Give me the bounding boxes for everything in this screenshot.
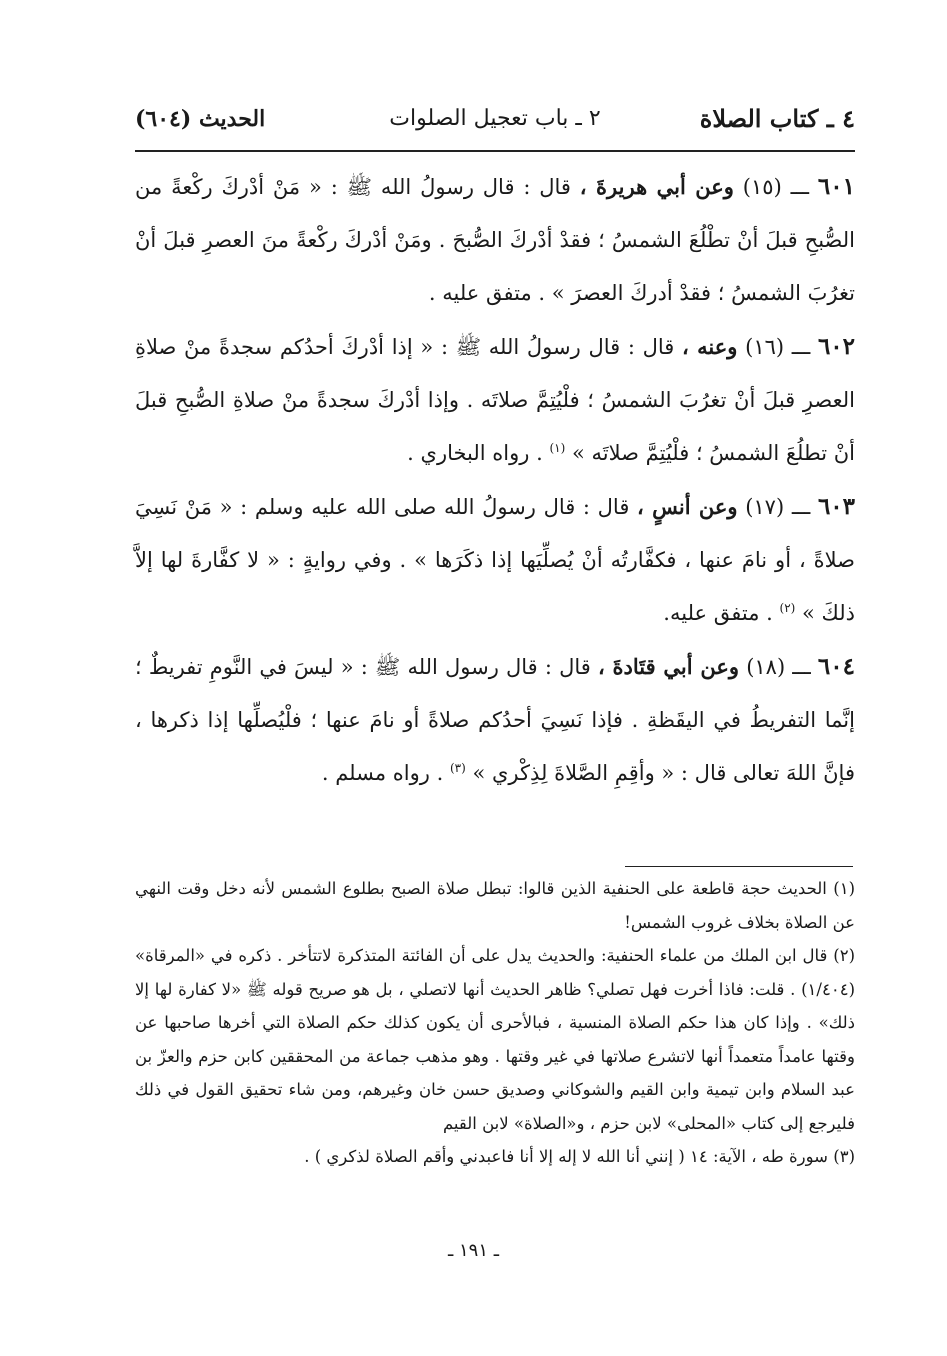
footnote-mark: (٢) (833, 946, 855, 965)
hadith-narrator: وعن أبي هريرةَ ، (579, 174, 734, 199)
hadith-range: الحديث (٦٠٤) (135, 106, 266, 132)
hadith-text: قال : قال رسولُ الله ﷺ : « إذا أدْركَ أحدُكم سجدةً منْ صلاةِ العصرِ قبلَ أنْ تغرُبَ الشمسُ ؛ فلْيُتِمَّ صلاتَه . وإذا أدْركَ سجدةً منْ صلاةِ الصُّبحِ قبلَ أنْ تطلُعَ الشمسُ ؛ فلْيُتِمَّ صلاتَه » (135, 335, 855, 465)
hadith-602 (135, 320, 855, 480)
hadith-index: ـــ (١٥) (742, 175, 810, 199)
footnote-text: سورة طه ، الآية: ١٤ ( إنني أنا الله لا إله إلا أنا فاعبدني وأقم الصلاة لذكري ) . (304, 1147, 828, 1166)
footnote-3 (135, 1140, 855, 1174)
hadith-number: ٦٠١ (817, 173, 855, 200)
hadith-index: ـــ (١٧) (745, 495, 811, 519)
hadith-narrator: وعن أبي قتَادةَ ، (597, 654, 740, 679)
footnote-ref: (٢) (779, 601, 796, 615)
hadith-604 (135, 640, 855, 800)
hadith-text: قال : قال رسول الله ﷺ : « ليسَ في النَّومِ تفريطٌ ؛ إنَّما التفريطُ في اليقَظةِ . فإذا نَسِيَ أحدُكم صلاةً أو نامَ عنها ؛ فلْيُصلِّها إذا ذكرها ، فإنَّ اللهَ تعالى قال : « وأقِمِ الصَّلاةَ لِذِكْري » (135, 655, 855, 785)
footnote-mark: (١) (833, 879, 855, 898)
hadith-603 (135, 480, 855, 640)
hadith-body (135, 160, 855, 800)
hadith-index: ـــ (١٨) (746, 655, 811, 679)
hadith-text: قال : قال رسولُ الله صلى الله عليه وسلم : « مَنْ نَسِيَ صلاةً ، أو نامَ عنها ، فكفَّارتُه أنْ يُصلِّيَها إذا ذكَرَها » . وفي روايةٍ : « لا كفَّارةَ لها إلاَّ ذلكَ » (135, 495, 855, 625)
footnote-rule (625, 866, 853, 867)
hadith-narrator: وعن أنسٍ ، (637, 494, 738, 519)
hadith-number: ٦٠٣ (817, 493, 856, 520)
footnote-ref: (١) (549, 441, 566, 455)
book-title: ٤ ـ كتاب الصلاة (699, 104, 855, 133)
hadith-number: ٦٠٢ (817, 333, 856, 360)
hadith-text: قال : قال رسولُ الله ﷺ : « مَنْ أدْركَ ركْعةً من الصُّبحِ قبلَ أنْ تطْلُعَ الشمسُ ؛ فقدْ أدْركَ الصُّبحَ . ومَنْ أدْركَ ركْعةً منَ العصرِ قبلَ أنْ تغرُبَ الشمسُ ؛ فقدْ أدركَ العصرَ » . متفق عليه . (135, 175, 855, 305)
hadith-number: ٦٠٤ (817, 653, 855, 680)
footnote-2 (135, 939, 855, 1140)
hadith-source: . رواه البخاري . (407, 441, 543, 465)
header-rule (135, 150, 855, 152)
footnote-text: الحديث حجة قاطعة على الحنفية الذين قالوا: تبطل صلاة الصبح بطلوع الشمس لأنه دخل وقت النهي عن الصلاة بخلاف غروب الشمس! (135, 879, 855, 932)
footnote-text: قال ابن الملك من علماء الحنفية: والحديث يدل على أن الفائتة المتذكرة لاتتأخر . ذكره في «المرقاة» (١/٤٠٤) . قلت: فاذا أخرت فهل تصلي؟ ظاهر الحديث أنها لاتصلي ، بل هو صريح قوله ﷺ «لا كفارة لها إلا ذلك» . وإذا كان هذا حكم الصلاة المنسية ، فبالأحرى أن يكون كذلك حكم الصلاة التي أخرها صاحبها عن وقتها عامداً متعمداً أنها لاتشرع صلاتها في غير وقتها . وهو مذهب جماعة من المحققين كابن حزم والعزّ بن عبد السلام وابن تيمية وابن القيم والشوكاني وصديق حسن خان وغيرهم، ومن شاء تحقيق القول في ذلك فليرجع إلى كتاب «المحلى» لابن حزم ، و«الصلاة» لابن القيم (135, 946, 855, 1133)
chapter-title: ٢ ـ باب تعجيل الصلوات (389, 106, 601, 131)
footnote-1 (135, 872, 855, 939)
page-number: ـ ١٩١ ـ (447, 1240, 499, 1261)
footnote-ref: (٣) (449, 761, 466, 775)
hadith-source: . رواه مسلم . (321, 761, 444, 785)
hadith-601 (135, 160, 855, 320)
hadith-index: ـــ (١٦) (745, 335, 811, 359)
hadith-source: . متفق عليه. (663, 601, 773, 625)
footnote-mark: (٣) (833, 1147, 855, 1166)
hadith-narrator: وعنه ، (682, 334, 738, 359)
footnotes (135, 872, 855, 1174)
page-header (135, 100, 855, 148)
